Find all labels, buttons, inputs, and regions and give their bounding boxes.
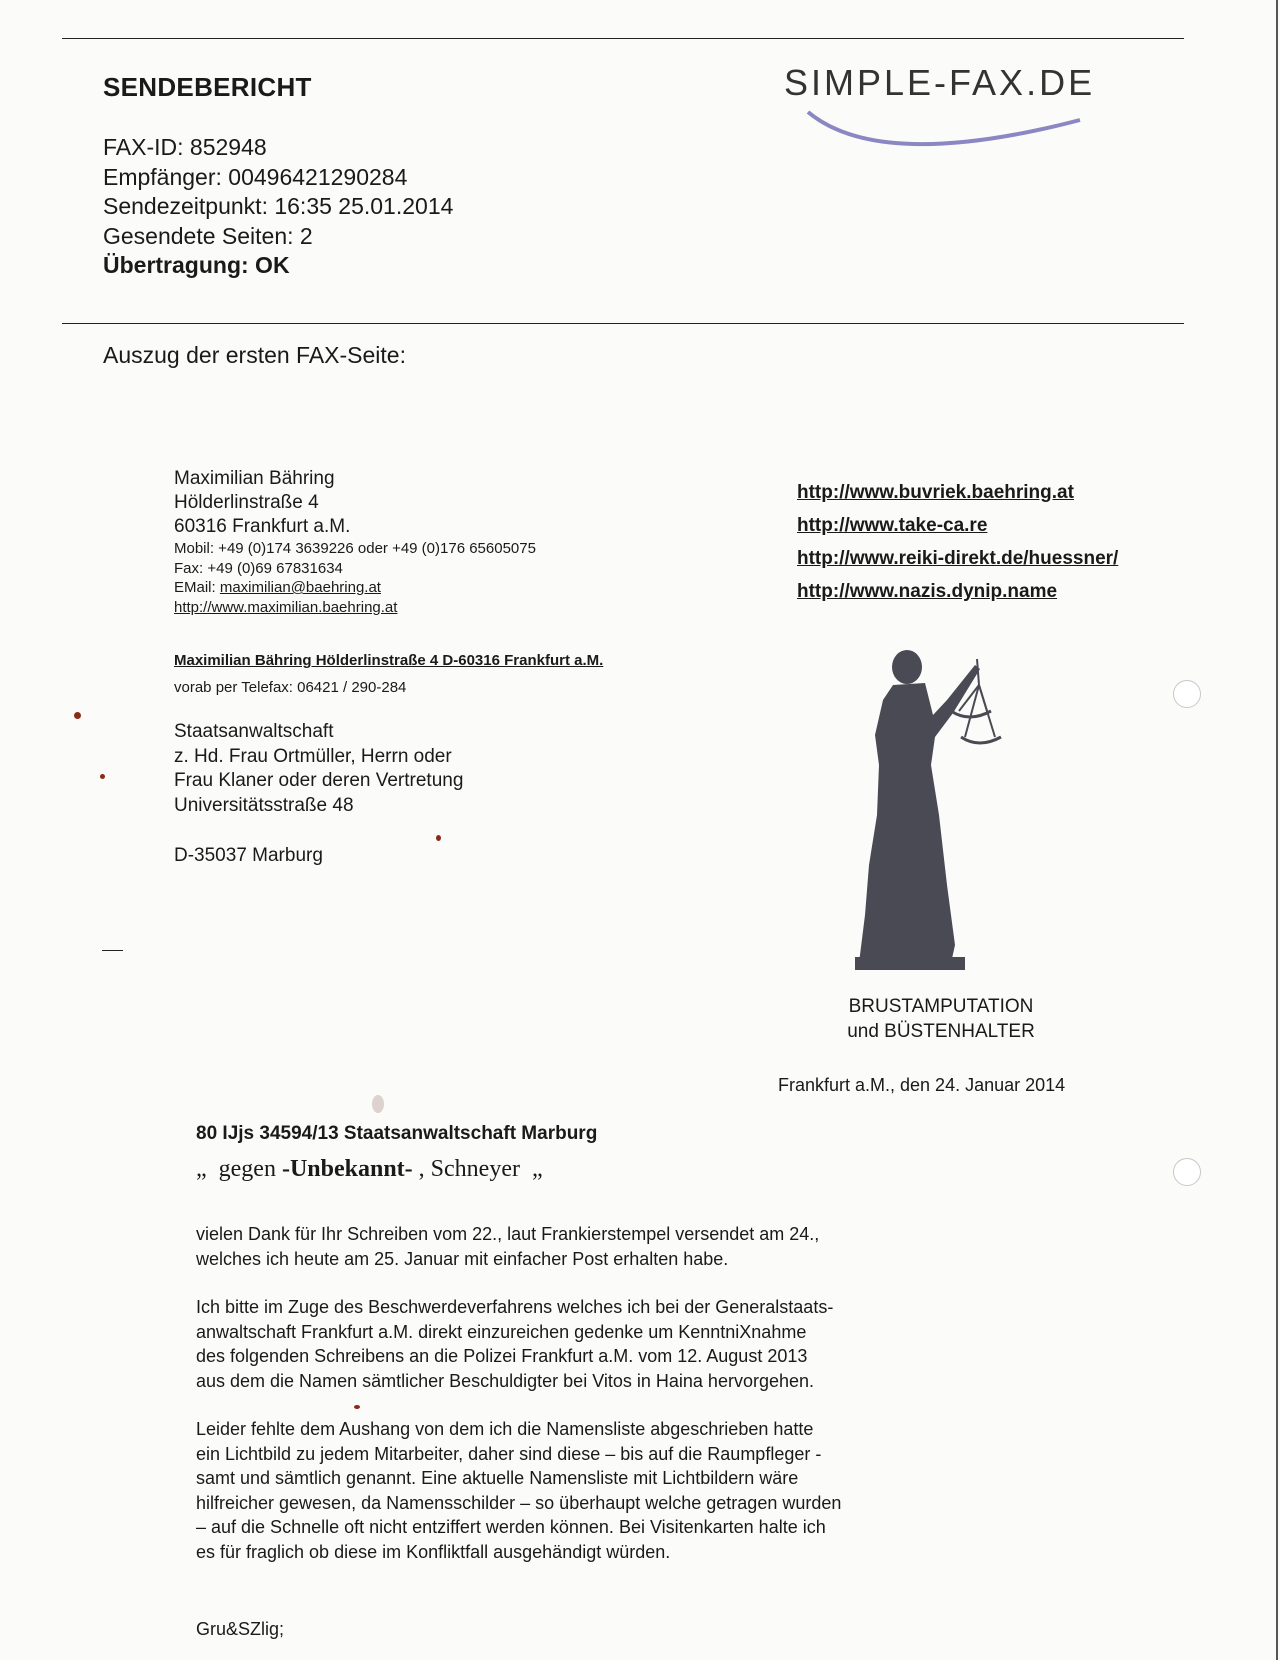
report-fields [103,133,453,281]
paragraph-line: anwaltschaft Frankfurt a.M. direkt einzureichen gedenke um KenntniXnahme [196,1321,807,1342]
prefax-line: vorab per Telefax: 06421 / 290-284 [174,679,407,696]
paragraph-1 [196,1222,936,1271]
sender-website-link[interactable]: http://www.maximilian.baehring.at [174,598,398,616]
punch-hole [1173,680,1201,708]
email-label: EMail: [174,579,220,596]
sender-mobile: Mobil: +49 (0)174 3639226 oder +49 (0)176 65605075 [174,540,536,557]
paragraph-line: hilfreicher gewesen, da Namensschilder – so überhaupt welche getragen wurden [196,1492,842,1513]
email-link[interactable]: maximilian@baehring.at [219,579,381,596]
sender-email-row [174,578,536,598]
recipient-line-3: Frau Klaner oder deren Vertretung [174,770,464,791]
sender-street: Hölderlinstraße 4 [174,492,319,513]
link-take-care[interactable]: http://www.take-ca.re [797,515,988,536]
report-title: SENDEBERICHT [103,72,312,102]
right-edge-line [1276,0,1278,1660]
caption-line-1: BRUSTAMPUTATION [848,996,1034,1017]
paragraph-2 [196,1295,936,1393]
letter-subject [196,1156,543,1183]
paragraph-3 [196,1417,936,1564]
subject-bold: -Unbekannt- [281,1156,413,1182]
paragraph-line: vielen Dank für Ihr Schreiben vom 22., laut Frankierstempel versendet am 24., [196,1224,820,1244]
recipient-line-4: Universitätsstraße 48 [174,794,354,816]
send-time: Sendezeitpunkt: 16:35 25.01.2014 [103,193,454,219]
simple-fax-logo [780,62,1180,152]
recipient-city: D-35037 Marburg [174,845,323,866]
recipient-block [174,720,463,818]
ink-speck [74,712,81,719]
letter-body [196,1222,936,1588]
link-nazis[interactable]: http://www.nazis.dynip.name [797,581,1058,602]
recipient-line-1: Staatsanwaltschaft [174,721,334,742]
link-buvriek[interactable]: http://www.buvriek.baehring.at [797,482,1074,503]
section-divider [62,323,1184,324]
paragraph-line: Leider fehlte dem Aushang von dem ich die Namensliste abgeschrieben hatte [196,1419,814,1439]
subject-close: , Schneyer „ [412,1156,543,1182]
logo-swoosh-icon [780,62,1180,152]
ink-speck [354,1405,360,1409]
paragraph-line: aus dem die Namen sämtlicher Beschuldigter bei Vitos in Haina hervorgehen. [196,1370,815,1391]
pages-sent: Gesendete Seiten: 2 [103,222,313,249]
paragraph-line: – auf die Schnelle oft nicht entziffert werden können. Bei Visitenkarten halte ich [196,1517,826,1537]
ink-speck [372,1095,384,1113]
link-reiki[interactable]: http://www.reiki-direkt.de/huessner/ [797,548,1119,569]
statue-caption [820,994,1062,1044]
case-reference: 80 IJjs 34594/13 Staatsanwaltschaft Marburg [196,1123,598,1144]
justitia-statue-icon [855,645,1055,970]
sender-block [174,467,536,617]
sender-fax: Fax: +49 (0)69 67831634 [174,559,343,577]
paragraph-line: des folgenden Schreibens an die Polizei Frankfurt a.M. vom 12. August 2013 [196,1346,808,1366]
return-address: Maximilian Bähring Hölderlinstraße 4 D-60316 Frankfurt a.M. [174,652,604,669]
sender-name: Maximilian Bähring [174,468,335,489]
transmission-status: Übertragung: OK [103,252,290,278]
punch-hole [1173,1158,1201,1186]
recipient-number: Empfänger: 00496421290284 [103,163,408,190]
paragraph-line: es für fraglich ob diese im Konfliktfall ausgehändigt würden. [196,1541,671,1562]
sender-city: 60316 Frankfurt a.M. [174,516,351,537]
logo-text: SIMPLE-FAX.DE [784,62,1096,103]
ink-speck [100,774,105,779]
link-list [797,476,1118,608]
ink-speck [436,835,441,841]
fold-mark [102,950,123,951]
paragraph-line: welches ich heute am 25. Januar mit einfacher Post erhalten habe. [196,1248,729,1269]
caption-line-2: und BÜSTENHALTER [847,1021,1035,1042]
paragraph-line: ein Lichtbild zu jedem Mitarbeiter, daher sind diese – bis auf die Raumpfleger - [196,1443,822,1464]
letter-date: Frankfurt a.M., den 24. Januar 2014 [778,1075,1066,1095]
paragraph-line: Ich bitte im Zuge des Beschwerdeverfahrens welches ich bei der Generalstaats- [196,1297,834,1317]
top-rule [62,38,1184,39]
fax-id: FAX-ID: 852948 [103,134,267,160]
paragraph-line: samt und sämtlich genannt. Eine aktuelle Namensliste mit Lichtbildern wäre [196,1468,799,1488]
letter-closing: Gru&SZlig; [196,1619,285,1639]
excerpt-label: Auszug der ersten FAX-Seite: [103,342,406,368]
subject-open: „ gegen [196,1156,282,1182]
recipient-line-2: z. Hd. Frau Ortmüller, Herrn oder [174,745,452,767]
